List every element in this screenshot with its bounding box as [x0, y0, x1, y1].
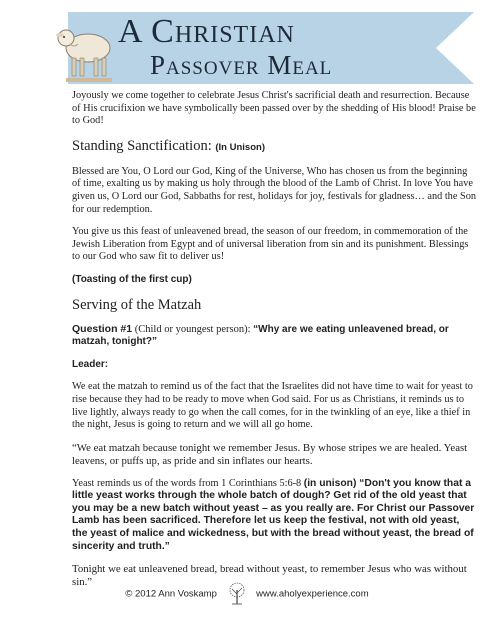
website-link[interactable]: www.aholyexperience.com — [256, 588, 369, 600]
document-body — [72, 90, 476, 599]
tree-icon — [226, 582, 248, 606]
question-label: Question #1 — [72, 322, 133, 335]
matzah-heading: Serving of the Matzah — [72, 296, 202, 313]
page-title-line-2: Passover Meal — [150, 50, 333, 80]
sanctification-paragraph-1: Blessed are You, O Lord our God, King of the Universe, Who has chosen us from the beginning of time, exalting us by making us holy through the blood of the Lamb of Christ. In love You have given us, O Lord our God, Sabbaths for rest, holidays for joy, festivals for gladness… and the Son for our redemption. — [72, 165, 476, 215]
lamb-icon — [52, 14, 122, 84]
matzah-paragraph-3 — [72, 478, 476, 554]
matzah-paragraph-1: We eat the matzah to remind us of the fact that the Israelites did not have time to wait for yeast to rise because they had to be ready to move when God said. For us as Christians, it reminds us to live lightly, always ready to go when the call comes, for in the twinkling of an eye, like a thief in the night, Jesus is going to return and we will all go home. — [72, 381, 473, 431]
question-1 — [72, 323, 476, 349]
page-title-line-1: A Christian — [118, 13, 295, 50]
unison-label: (In Unison) — [215, 141, 265, 153]
question-text: “Why are we eating unleavened bread, or matzah, tonight?” — [72, 323, 449, 348]
sanctification-heading — [72, 138, 476, 156]
intro-paragraph: Joyously we come together to celebrate Jesus Christ's sacrificial death and resurrection. Because of His crucifixion we have symbolically been passed over by the shedding of His blood! Praise be to God! — [72, 90, 476, 127]
question-who: (Child or youngest person): — [132, 323, 254, 335]
toast-note: (Toasting of the first cup) — [72, 273, 192, 285]
matzah-paragraph-4: Tonight we eat unleavened bread, bread without yeast, to remember Jesus who was without sin.” — [72, 563, 467, 589]
sanctification-paragraph-2: You give us this feast of unleavened bread, the season of our freedom, in commemoration of the Jewish Liberation from Egypt and of universal liberation from sin and its punishment. Blessings to our God who saw fit to deliver us! — [72, 226, 469, 263]
matzah-paragraph-2: “We eat matzah because tonight we remember Jesus. By whose stripes we are healed. Yeast leavens, or puffs up, as pride and sin inflates our hearts. — [72, 441, 468, 467]
scripture-quote: “Don't you know that a little yeast works through the whole batch of dough? Get rid of the old yeast that you may be a new batch without yeast – as you really are. For Christ our Passover Lamb has been sacrificed. Therefore let us keep the festival, not with old yeast, the yeast of malice and wickedness, but with the bread without yeast, the bread of sincerity and truth.” — [72, 477, 475, 552]
copyright-text: © 2012 Ann Voskamp — [125, 588, 217, 600]
sanctification-heading-text: Standing Sanctification: — [72, 137, 212, 154]
leader-label: Leader: — [72, 358, 109, 370]
page-footer — [0, 582, 494, 606]
scripture-lead: Yeast reminds us of the words from 1 Corinthians 5:6-8 — [72, 477, 304, 489]
scripture-unison: (in unison) — [303, 477, 357, 489]
